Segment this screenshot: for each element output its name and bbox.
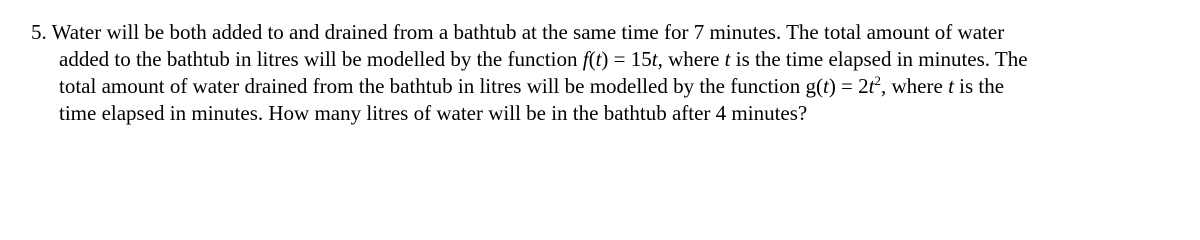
question-line-2: added to the bathtub in litres will be modelled by the function f(t) = 15t, where t is the time elapsed in minutes. The <box>59 47 1028 71</box>
question-line-3 <box>31 73 1181 100</box>
function-g-variable: t <box>868 74 875 98</box>
line-3-text-a: total amount of water drained from the bathtub in litres will be modelled by the function g( <box>59 74 823 98</box>
question-number: 5. <box>31 20 47 44</box>
question-line-1 <box>31 19 1181 46</box>
line-2-text-c: , where <box>657 47 725 71</box>
line-2-variable-t: t <box>724 47 731 71</box>
function-f-variable: t <box>651 47 658 71</box>
question-line-1-text: Water will be both added to and drained from a bathtub at the same time for 7 minutes. The total amount of water <box>51 20 1005 44</box>
line-3-text-c: , where <box>881 74 949 98</box>
line-2-text-d: is the time elapsed in minutes. The <box>730 47 1028 71</box>
function-f-arg: t <box>595 47 602 71</box>
function-g-arg: t <box>822 74 829 98</box>
line-3-text-b: ) = 2 <box>828 74 869 98</box>
function-g-exponent: 2 <box>874 73 881 88</box>
line-2-text-b: ) = 15 <box>601 47 652 71</box>
question-line-4: time elapsed in minutes. How many litres of water will be in the bathtub after 4 minutes? <box>59 101 808 125</box>
line-3-variable-t: t <box>948 74 954 98</box>
question-text <box>31 19 1181 127</box>
line-3-text-d: is the <box>953 74 1005 98</box>
line-2-text-a: added to the bathtub in litres will be modelled by the function <box>59 47 583 71</box>
function-f-name: f <box>582 47 589 71</box>
